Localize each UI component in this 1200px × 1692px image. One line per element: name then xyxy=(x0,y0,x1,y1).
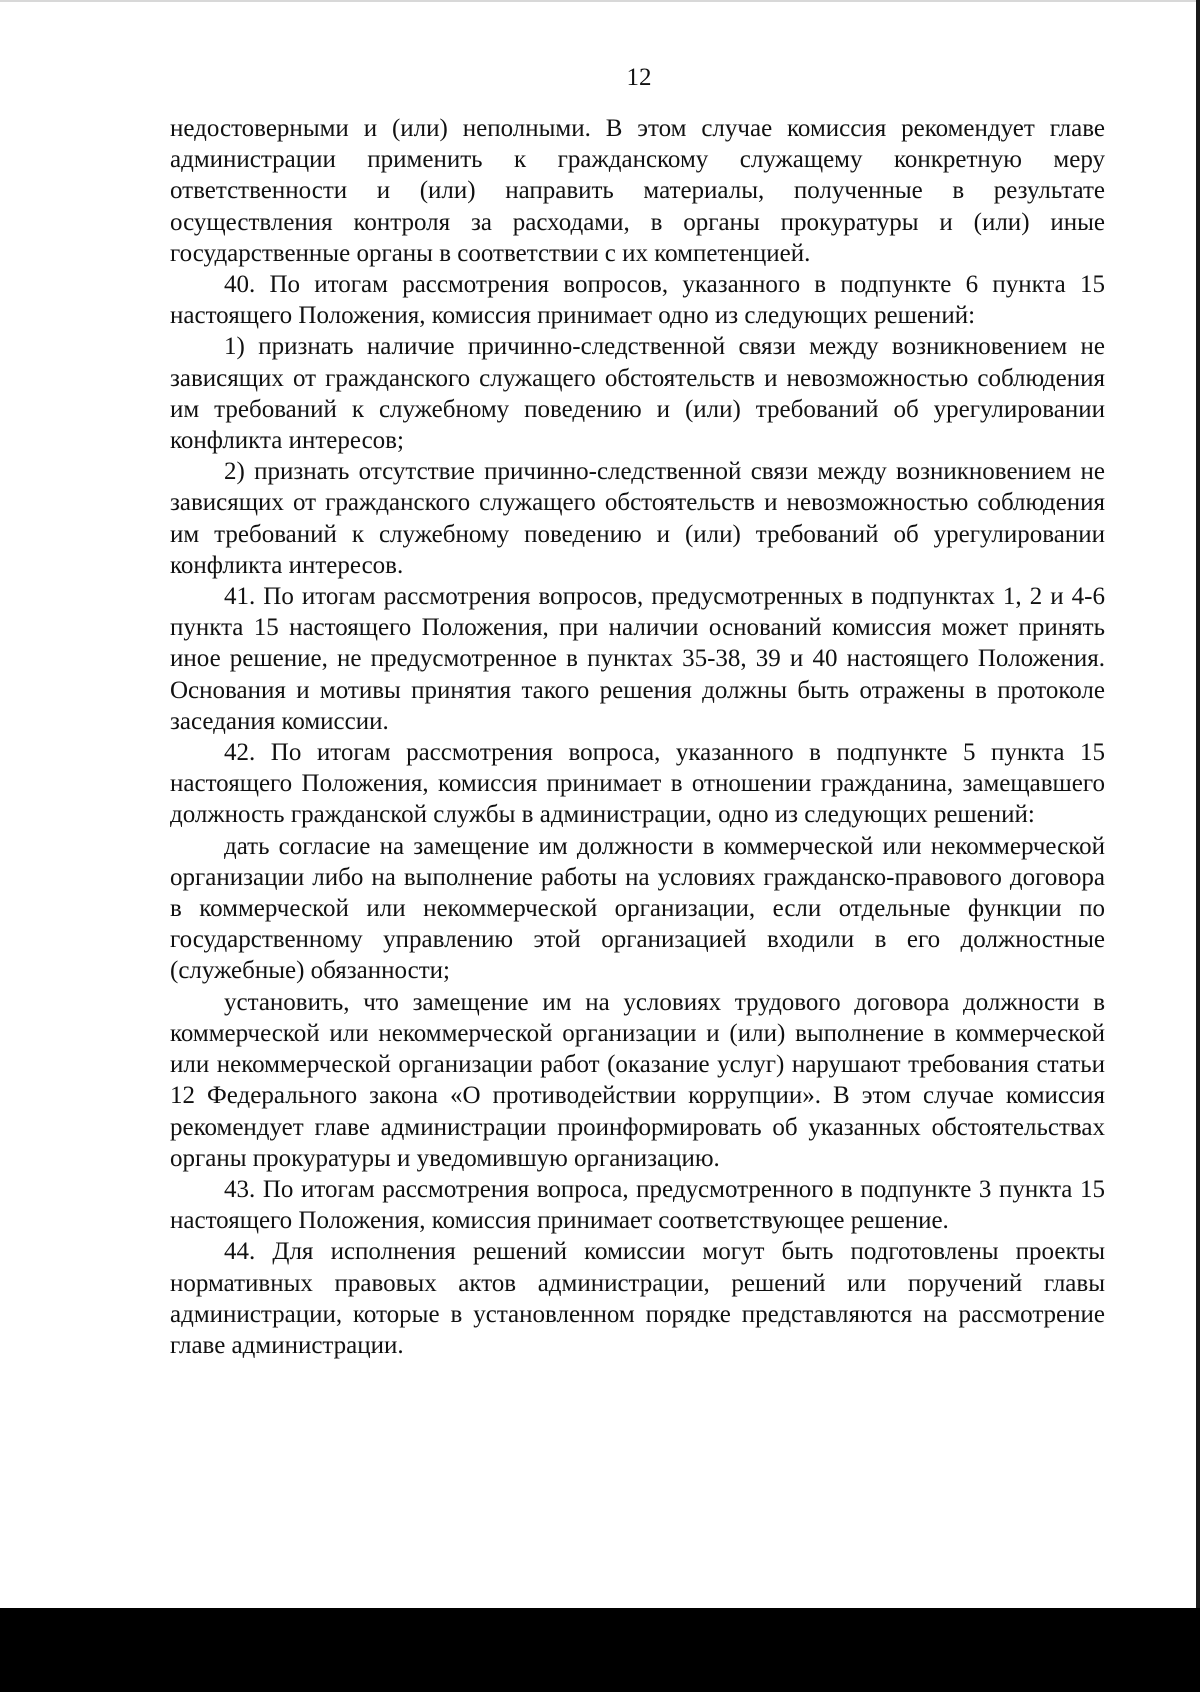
paragraph-42: 42. По итогам рассмотрения вопроса, указанного в подпункте 5 пункта 15 настоящего Положения, комиссия принимает в отношении гражданина, замещавшего должность гражданской службы в администрации, одно из следующих решений: xyxy=(170,739,1105,829)
paragraph-42-option-consent: дать согласие на замещение им должности в коммерческой или некоммерческой организации либо на выполнение работы на условиях гражданско-правового договора в коммерческой или некоммерческой организации, если отдельные функции по государственному управлению этой организацией входили в его должностные (служебные) обязанности; xyxy=(170,832,1105,985)
document-body xyxy=(170,113,1105,1361)
paragraph-40: 40. По итогам рассмотрения вопросов, указанного в подпункте 6 пункта 15 настоящего Положения, комиссия принимает одно из следующих решений: xyxy=(170,271,1105,330)
page-number: 12 xyxy=(626,64,652,91)
scan-edge-top xyxy=(0,0,1200,2)
paragraph-40-item-2: 2) признать отсутствие причинно-следственной связи между возникновением не зависящих от гражданского служащего обстоятельств и невозможностью соблюдения им требований к служебному поведению и (или) требований об урегулировании конфликта интересов. xyxy=(170,458,1105,579)
paragraph-42-option-violation: установить, что замещение им на условиях трудового договора должности в коммерческой или некоммерческой организации и (или) выполнение в коммерческой или некоммерческой организации работ (оказание услуг) нарушают требования статьи 12 Федерального закона «О противодействии коррупции». В этом случае комиссия рекомендует главе администрации проинформировать об указанных обстоятельствах органы прокуратуры и уведомившую организацию. xyxy=(170,988,1105,1172)
paragraph-41: 41. По итогам рассмотрения вопросов, предусмотренных в подпунктах 1, 2 и 4-6 пункта 15 настоящего Положения, при наличии оснований комиссия может принять иное решение, не предусмотренное в пунктах 35-38, 39 и 40 настоящего Положения. Основания и мотивы принятия такого решения должны быть отражены в протоколе заседания комиссии. xyxy=(170,583,1105,735)
scan-bottom-bar xyxy=(0,1608,1200,1692)
scan-edge-right xyxy=(1196,0,1200,1692)
paragraph-43: 43. По итогам рассмотрения вопроса, предусмотренного в подпункте 3 пункта 15 настоящего Положения, комиссия принимает соответствующее решение. xyxy=(170,1175,1105,1235)
paragraph-continuation: недостоверными и (или) неполными. В этом случае комиссия рекомендует главе администрации применить к гражданскому служащему конкретную меру ответственности и (или) направить материалы, полученные в результате осуществления контроля за расходами, в органы прокуратуры и (или) иные государственные органы в соответствии с их компетенцией. xyxy=(170,115,1105,267)
paragraph-40-item-1: 1) признать наличие причинно-следственной связи между возникновением не зависящих от гражданского служащего обстоятельств и невозможностью соблюдения им требований к служебному поведению и (или) требований об урегулировании конфликта интересов; xyxy=(170,333,1105,455)
paragraph-44: 44. Для исполнения решений комиссии могут быть подготовлены проекты нормативных правовых актов администрации, решений или поручений главы администрации, которые в установленном порядке представляются на рассмотрение главе администрации. xyxy=(170,1238,1105,1359)
